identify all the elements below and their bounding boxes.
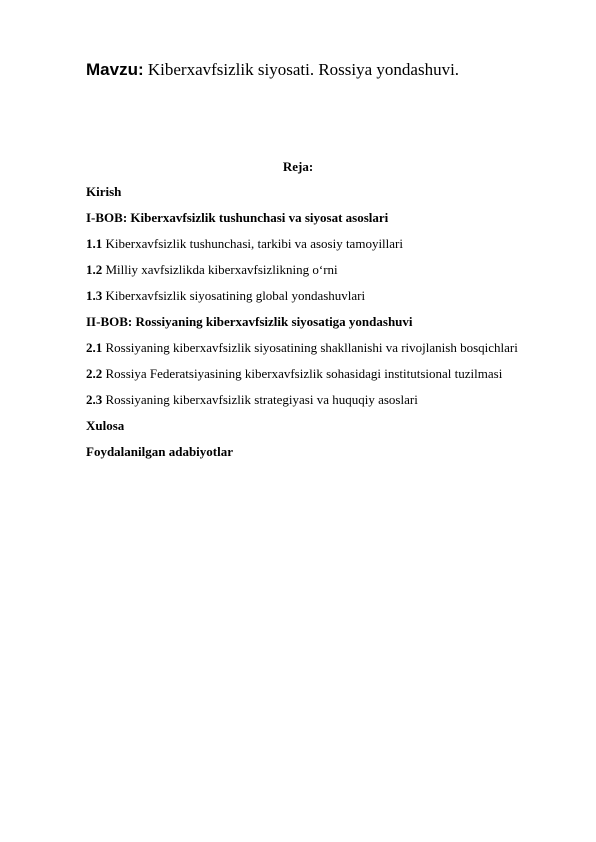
toc-item-text: Kirish — [86, 184, 122, 199]
toc-item-text: Foydalanilgan adabiyotlar — [86, 444, 233, 459]
toc-item — [86, 184, 566, 210]
toc-item-number: 1.2 — [86, 262, 103, 277]
toc-item — [86, 288, 566, 314]
toc-item-number: 1.3 — [86, 288, 103, 303]
toc-item-text: I-BOB: Kiberxavfsizlik tushunchasi va siyosat asoslari — [86, 210, 389, 225]
plan-heading: Reja: — [282, 159, 314, 174]
toc-item-number: 2.3 — [86, 392, 103, 407]
toc-item — [86, 314, 566, 340]
toc-item-text: Milliy xavfsizlikda kiberxavfsizlikning o‘rni — [102, 262, 338, 277]
toc-item-text: II-BOB: Rossiyaning kiberxavfsizlik siyosatiga yondashuvi — [86, 314, 413, 329]
toc-item — [86, 340, 566, 366]
toc-item-text: Kiberxavfsizlik tushunchasi, tarkibi va asosiy tamoyillari — [102, 236, 403, 251]
toc-item-number: 2.2 — [86, 366, 103, 381]
toc-item-text: Rossiya Federatsiyasining kiberxavfsizlik sohasidagi institutsional tuzilmasi — [102, 366, 503, 381]
toc-item-text: Xulosa — [86, 418, 125, 433]
toc-item — [86, 366, 566, 392]
toc-item — [86, 418, 566, 444]
toc-item-number: 1.1 — [86, 236, 103, 251]
toc-item — [86, 236, 566, 262]
topic-line — [86, 60, 459, 80]
topic-label: Mavzu: — [86, 60, 144, 79]
toc-item-number: 2.1 — [86, 340, 103, 355]
toc-item — [86, 392, 566, 418]
toc-item-text: Rossiyaning kiberxavfsizlik siyosatining shakllanishi va rivojlanish bosqichlari — [102, 340, 518, 355]
table-of-contents — [86, 184, 566, 470]
toc-item-text: Rossiyaning kiberxavfsizlik strategiyasi va huquqiy asoslari — [102, 392, 418, 407]
toc-item — [86, 262, 566, 288]
topic-title: Kiberxavfsizlik siyosati. Rossiya yondashuvi. — [143, 60, 460, 79]
toc-item-text: Kiberxavfsizlik siyosatining global yondashuvlari — [102, 288, 366, 303]
toc-item — [86, 444, 566, 470]
toc-item — [86, 210, 566, 236]
